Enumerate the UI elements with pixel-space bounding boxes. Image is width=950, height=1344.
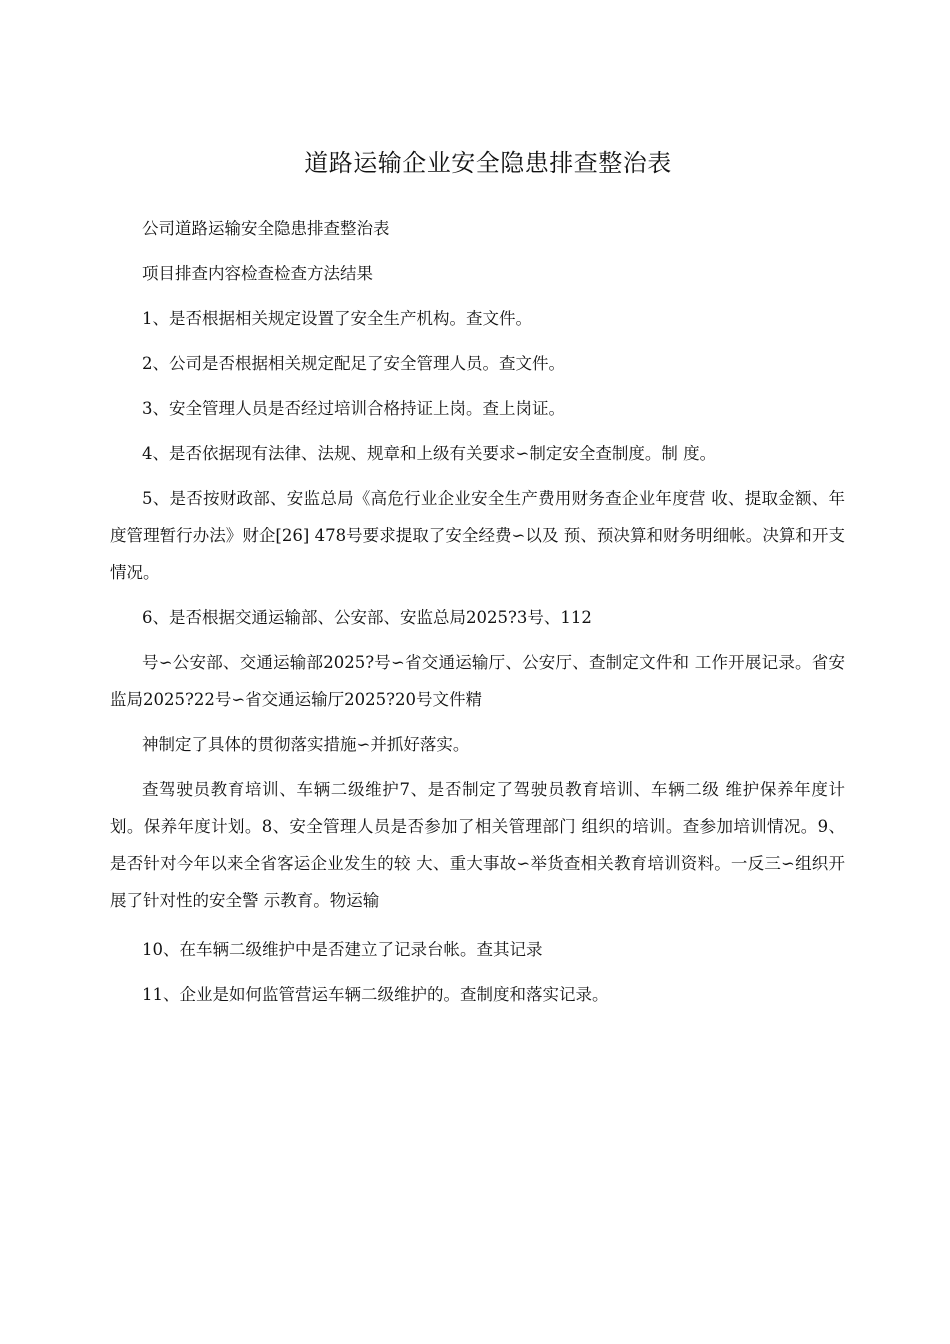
paragraph-column-headers: 项目排查内容检查检查方法结果 (142, 264, 373, 283)
document-title: 道路运输企业安全隐患排查整治表 (304, 149, 672, 177)
paragraph-item-2: 2、公司是否根据相关规定配足了安全管理人员。查文件。 (142, 354, 565, 373)
paragraph-item-4: 4、是否依据现有法律、法规、规章和上级有关要求∽制定安全查制度。制 度。 (142, 444, 717, 463)
paragraph-items-7-9: 查驾驶员教育培训、车辆二级维护7、是否制定了驾驶员教育培训、车辆二级 维护保养年度计划。保养年度计划。8、安全管理人员是否参加了相关管理部门 组织的培训。查参加培训情况。9、是否针对今年以来全省客运企业发生的较 大、重大事故∽举货查相关教育培训资料。一反三∽组织开展了针对性的安全警 示教育。物运输 (110, 780, 845, 910)
paragraph-item-11: 11、企业是如何监管营运车辆二级维护的。查制度和落实记录。 (142, 985, 609, 1004)
document-body (110, 210, 845, 1021)
paragraph-item-3: 3、安全管理人员是否经过培训合格持证上岗。查上岗证。 (142, 399, 565, 418)
paragraph-item-6-continued: 号∽公安部、交通运输部2025?号∽省交通运输厅、公安厅、查制定文件和 工作开展记录。省安监局2025?22号∽省交通运输厅2025?20号文件精 (110, 653, 845, 709)
paragraph-item-6-end: 神制定了具体的贯彻落实措施∽并抓好落实。 (142, 735, 470, 754)
paragraph-item-1: 1、是否根据相关规定设置了安全生产机构。查文件。 (142, 309, 532, 328)
paragraph-company-table-title: 公司道路运输安全隐患排查整治表 (142, 219, 390, 238)
paragraph-item-10: 10、在车辆二级维护中是否建立了记录台帐。查其记录 (142, 940, 543, 959)
paragraph-item-5: 5、是否按财政部、安监总局《高危行业企业安全生产费用财务查企业年度营 收、提取金额、年度管理暂行办法》财企[26] 478号要求提取了安全经费∽以及 预、预决算和财务明细帐。决算和开支情况。 (110, 489, 845, 582)
paragraph-item-6: 6、是否根据交通运输部、公安部、安监总局2025?3号、112 (142, 608, 592, 627)
